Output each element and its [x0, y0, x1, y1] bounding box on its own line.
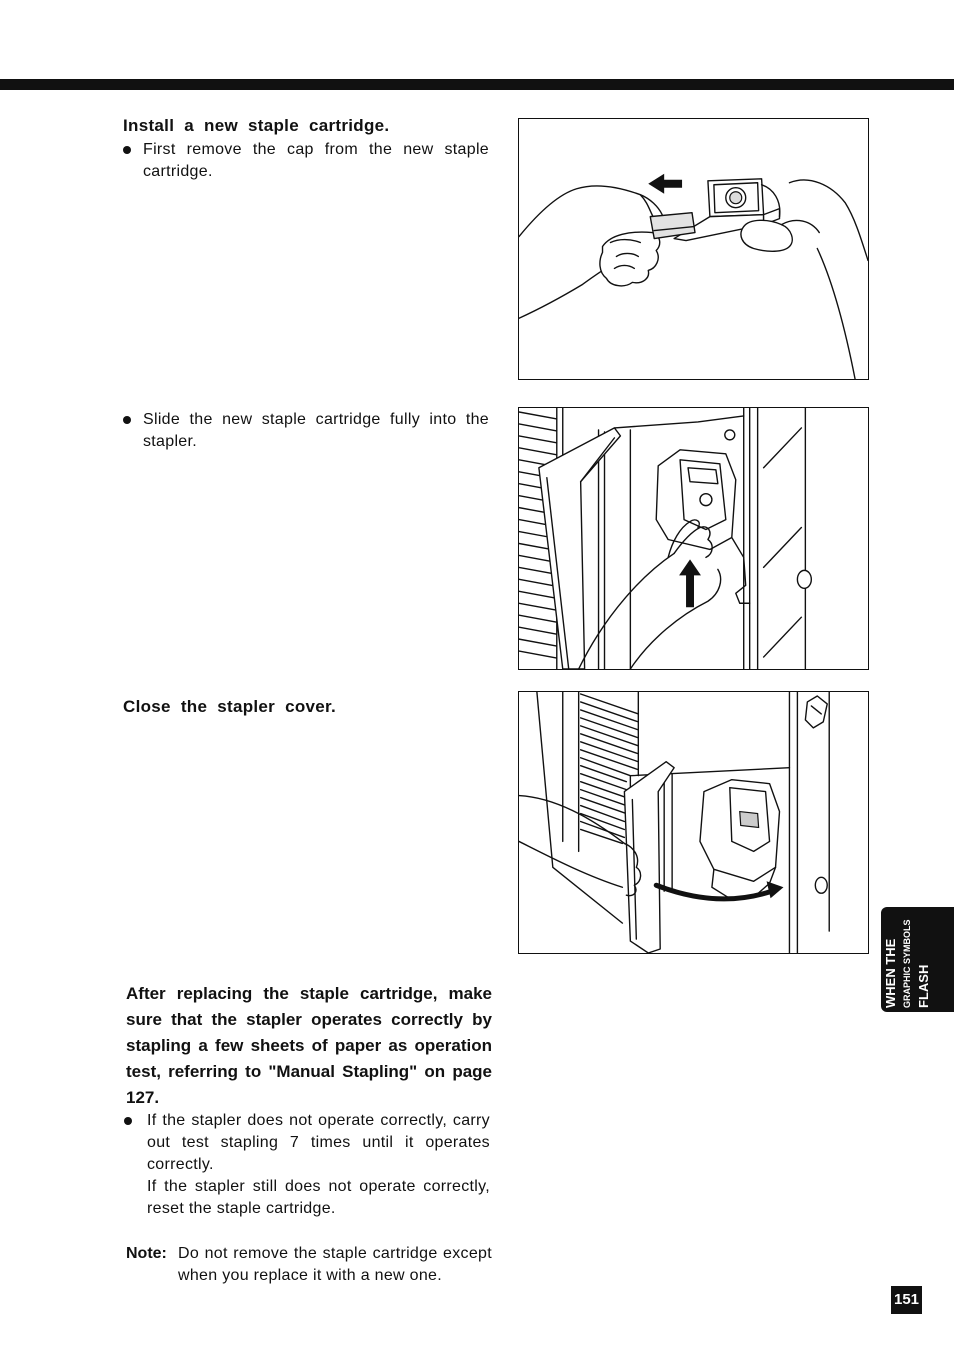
section-tab-line3: FLASH: [916, 964, 931, 1008]
figure-insert-cartridge: [518, 407, 869, 670]
bullet-remove-cap: [123, 139, 489, 183]
section-tab-line1: WHEN THE: [883, 938, 898, 1008]
figure-remove-cap: [518, 118, 869, 380]
arrow-up-icon: [679, 559, 701, 607]
arrow-left-icon: [648, 174, 682, 194]
bullet-slide-in: [123, 409, 489, 453]
staple-cartridge: [656, 450, 736, 550]
bullet-remove-cap-text: First remove the cap from the new staple cartridge.: [143, 141, 489, 180]
close-cover-illustration: [519, 692, 868, 953]
section-tab[interactable]: [881, 907, 954, 1012]
figure-close-cover: [518, 691, 869, 954]
bullet-retry: [126, 1110, 492, 1220]
curved-arrow-icon: [656, 881, 783, 899]
operation-test-instruction: After replacing the staple cartridge, make sure that the stapler operates correctly by stapling a few sheets of paper as operation test, referring to "Manual Stapling" on page 127.: [126, 984, 492, 1107]
insert-cartridge-illustration: [519, 408, 868, 669]
bullet-retry-text: If the stapler does not operate correctly, carry out test stapling 7 times until it operates correctly.: [147, 1112, 490, 1173]
bullet-icon: [123, 146, 131, 154]
bullet-icon: [124, 1117, 132, 1125]
header-rule: [0, 79, 954, 90]
bullet-slide-in-text: Slide the new staple cartridge fully into the stapler.: [143, 411, 489, 450]
hand: [519, 796, 641, 896]
left-hand: [519, 186, 662, 318]
staple-cartridge: [700, 780, 780, 898]
remove-cap-illustration: [519, 119, 868, 379]
note-label: Note:: [126, 1245, 167, 1262]
stapler-door: [624, 762, 674, 953]
bullet-reset-text: If the stapler still does not operate correctly, reset the staple cartridge.: [147, 1178, 490, 1217]
note: [126, 1243, 492, 1287]
page-number: 151: [891, 1286, 922, 1314]
note-text: Do not remove the staple cartridge except when you replace it with a new one.: [178, 1245, 492, 1284]
machine-frame: [537, 692, 829, 953]
step-heading-install: Install a new staple cartridge.: [123, 116, 390, 135]
bullet-icon: [123, 416, 131, 424]
section-tab-line2: GRAPHIC SYMBOLS: [902, 919, 912, 1008]
step-heading-close: Close the stapler cover.: [123, 697, 337, 716]
